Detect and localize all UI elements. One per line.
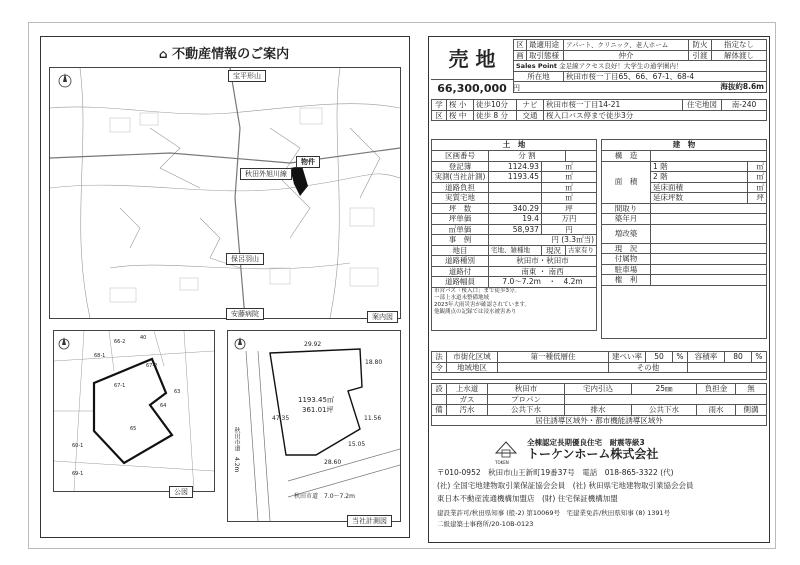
cell: 公共下水 [488, 405, 565, 416]
cell: 58,937 [489, 224, 542, 235]
cell: プロパン [488, 394, 565, 405]
cell: ㎡ [541, 193, 596, 204]
cell: ㎡ [541, 161, 596, 172]
cell: 道路幅員 [432, 277, 489, 288]
table-row [432, 266, 597, 277]
cell: 駐車場 [602, 264, 651, 275]
cell: 事 例 [432, 235, 489, 246]
table-row [432, 224, 597, 235]
land-title: 土 地 [432, 140, 597, 151]
area-map [49, 67, 401, 319]
price-unit: 円 [513, 84, 520, 92]
cell: ㎡ [748, 172, 767, 183]
location-label: 所在地 [514, 71, 564, 82]
cell [489, 193, 542, 204]
cell [432, 394, 447, 405]
remarks: 居住誘導区域外・都市機能誘導区域外 [432, 415, 767, 426]
school-junior-time: 徒歩 8 分 [474, 110, 517, 121]
building-table [601, 139, 767, 339]
cell: 区 [514, 40, 527, 51]
cell: 坪 [748, 193, 767, 204]
caption-survey: 当社計測図 [347, 515, 392, 527]
altitude: 海抜約8.6m [514, 82, 767, 93]
cell: 引渡 [689, 50, 712, 61]
survey-dimension: 15.05 [348, 441, 366, 448]
cell: 1 階 [651, 161, 748, 172]
cell: 指定なし [712, 40, 767, 51]
map-label: 住宅地図 [683, 100, 722, 111]
cadastral-map [53, 330, 215, 492]
survey-map [227, 330, 401, 522]
transport-label: 交通 [517, 110, 544, 121]
cell: 道路負担 [432, 182, 489, 193]
cell: 宅内引込 [565, 384, 632, 395]
school-table [431, 99, 767, 121]
north-arrow-icon-2 [58, 335, 70, 354]
cell [651, 264, 767, 275]
cell: 円 [541, 224, 596, 235]
north-arrow-icon-3 [234, 335, 246, 354]
survey-dimension: 11.56 [364, 415, 382, 422]
table-row [432, 373, 767, 380]
company-slogan: 全棟認定長期優良住宅 耐震等級3 [527, 438, 645, 447]
parcel-label: 63 [174, 389, 181, 395]
table-row [432, 182, 597, 193]
cell: 権 利 [602, 275, 651, 286]
table-row [432, 362, 767, 373]
road-west-label: 秋田市道 4.2m [233, 427, 240, 473]
cell: 2 階 [651, 172, 748, 183]
parcel-label: 66-2 [114, 339, 126, 345]
cell: 増改築 [602, 224, 651, 243]
table-row [432, 277, 597, 288]
cell: 延床坪数 [651, 193, 748, 204]
cell: 1193.45 [489, 172, 542, 183]
cell: 公共下水 [632, 405, 697, 416]
table-row [602, 161, 767, 172]
company-assoc2: 東日本不動産流通機構加盟店 (財) 住宅保証機構加盟 [437, 494, 618, 503]
cell [651, 224, 767, 243]
cell: ガス [447, 394, 488, 405]
survey-tsubo: 361.01坪 [302, 406, 334, 414]
table-row [432, 214, 597, 225]
property-marker: 物件 [296, 156, 320, 168]
cell [651, 243, 767, 254]
cell: 市街化区域 [447, 352, 498, 363]
table-row [432, 172, 597, 183]
cell: 地目 [432, 245, 489, 256]
cell: 19.4 [489, 214, 542, 225]
school-elementary-time: 徒歩10分 [474, 100, 517, 111]
cell: 汚水 [447, 405, 488, 416]
table-row [432, 161, 597, 172]
cell: 付属物 [602, 254, 651, 265]
cell: 区 [432, 110, 447, 121]
table-row [602, 243, 767, 254]
map-label-road2: 秋田外旭川線 [240, 168, 292, 180]
table-row [602, 275, 767, 286]
cell: ㎡ [748, 182, 767, 193]
cell: 秋田市 [488, 384, 565, 395]
map-panel [40, 36, 410, 538]
company-name: トーケンホーム株式会社 [527, 447, 659, 461]
location: 秋田市桜一丁目65、66、67-1、68-4 [564, 71, 767, 82]
price: 66,300,000 [431, 79, 513, 98]
cell: 7.0〜7.2m ・ 4.2m [489, 277, 597, 288]
cell: ㎡単価 [432, 224, 489, 235]
cell: 登記簿 [432, 161, 489, 172]
cell [651, 214, 767, 225]
cell: % [752, 352, 767, 363]
cadastral-drawing [54, 331, 214, 491]
table-row [432, 203, 597, 214]
parcel-label: 40 [140, 335, 147, 341]
company-license: 建設業許可/秋田県知事 (般-2) 第10069号 宅建業免許/秋田県知事 (8) 1391号 [437, 509, 671, 517]
cell: 現況 [541, 245, 565, 256]
parcel-label: 67-1 [114, 383, 126, 389]
cell: 負担金 [697, 384, 736, 395]
cell [651, 254, 767, 265]
cell: 上水道 [447, 384, 488, 395]
cell: % [673, 352, 688, 363]
table-row [432, 352, 767, 363]
cell: 古家有り [566, 245, 597, 256]
cell [489, 182, 542, 193]
survey-area: 1193.45㎡ [298, 396, 334, 404]
cell: 分 割 [489, 151, 566, 162]
cell: 坪 数 [432, 203, 489, 214]
cell [651, 203, 767, 214]
cell: 築年月 [602, 214, 651, 225]
cell: 第一種低層住 [498, 352, 609, 363]
cell [565, 394, 767, 405]
cell: 南東 ・ 南西 [489, 266, 597, 277]
parcel-label: 69-1 [72, 471, 84, 477]
map-label-near: 安藤病院 [226, 308, 264, 320]
listing-type: 売 地 [448, 47, 496, 71]
table-row [602, 151, 767, 162]
cell: ㎡ [541, 172, 596, 183]
cell: 80 [725, 352, 752, 363]
company-block [431, 437, 767, 539]
survey-dimension: 29.92 [304, 341, 322, 348]
cell: 区画番号 [432, 151, 489, 162]
parcel-label: 60-1 [72, 443, 84, 449]
table-row [432, 193, 597, 204]
table-row [432, 384, 767, 395]
cell: 坪単価 [432, 214, 489, 225]
cell: 延床面積 [651, 182, 748, 193]
cell: 仲介 [564, 50, 689, 61]
cell: ㎡ [541, 182, 596, 193]
land-table [431, 139, 597, 331]
table-row [432, 256, 597, 267]
cell: 容積率 [688, 352, 725, 363]
map-label-station: 保呂羽山 [226, 253, 264, 265]
table-row [432, 245, 597, 256]
cell: ㎡ [748, 161, 767, 172]
sales-point: 金足線アクセス良好！大学生の通学圏内！ [559, 61, 683, 70]
navi: 秋田市桜一丁目14-21 [544, 100, 683, 111]
map-label-sokusen: 宝平形山 [228, 70, 266, 82]
cell: アパート、クリニック、老人ホーム [564, 40, 689, 51]
survey-dimension: 47.35 [272, 415, 290, 422]
note-line: 他観測点の記録では浸水被害あり [434, 308, 517, 315]
note-line: 一部上水道未整備地域 [434, 294, 490, 301]
cell: 地域地区 [447, 362, 498, 373]
cell: 万円 [541, 214, 596, 225]
map-ref: 南-240 [722, 100, 767, 111]
transport: 桜入口バス停まで徒歩3分 [544, 110, 767, 121]
north-arrow-icon [58, 72, 72, 88]
cell: 50 [646, 352, 673, 363]
table-row [602, 224, 767, 243]
cell: 雨水 [697, 405, 736, 416]
cell: 道路付 [432, 266, 489, 277]
cell: 排水 [565, 405, 632, 416]
cell: その他 [609, 362, 688, 373]
company-office: 二級建築士事務所/20-10B-0123 [437, 520, 534, 528]
cell: 坪 [541, 203, 596, 214]
table-row [432, 287, 597, 330]
table-row [432, 151, 597, 162]
caption-cadastral: 公図 [169, 486, 193, 498]
cell: 法 [432, 352, 447, 363]
area-map-drawing [50, 68, 400, 318]
cell: 令 [432, 362, 447, 373]
cell: 画 [514, 50, 527, 61]
table-row [432, 405, 767, 416]
table-row [432, 235, 597, 246]
cell [688, 362, 767, 373]
cell: 秋田市・秋田市 [489, 256, 597, 267]
parcel-label: 67-2 [146, 363, 158, 369]
table-row [432, 394, 767, 405]
school-junior: 桜 中 [447, 110, 474, 121]
cell: 円 (3.3㎡当) [489, 235, 597, 246]
header-table [513, 39, 767, 93]
cell: 無 [736, 384, 767, 395]
cell: 面 積 [602, 161, 651, 203]
cell: 実測(当社計測) [432, 172, 489, 183]
company-assoc1: (社) 全国宅地建物取引業保証協会会員 (社) 秋田県宅地建物取引業協会会員 [437, 481, 694, 490]
caption-area-map: 案内図 [367, 311, 398, 323]
utility-table [431, 383, 767, 426]
cell [498, 362, 609, 373]
table-row [602, 254, 767, 265]
cell: 設 [432, 384, 447, 395]
cell: 備 [432, 405, 447, 416]
cell: 防火 [689, 40, 712, 51]
parcel-label: 65 [130, 426, 137, 432]
table-row [602, 285, 767, 338]
cell [651, 275, 767, 286]
cell: 1124.93 [489, 161, 542, 172]
cell: 取引態様 [527, 50, 564, 61]
cell [651, 151, 767, 162]
cell: 側溝 [736, 405, 767, 416]
cell [432, 373, 767, 380]
house-icon: ⌂ [159, 47, 168, 61]
survey-dimension: 18.80 [365, 359, 383, 366]
survey-dimension: 28.60 [324, 459, 342, 466]
cell [602, 285, 767, 338]
cell: 道路種別 [432, 256, 489, 267]
cell [566, 151, 597, 162]
cell: 解体渡し [712, 50, 767, 61]
cell: 宅地、雑種地 [489, 245, 542, 256]
table-row [602, 214, 767, 225]
note-line: 2023年大雨災害が確認されています。 [434, 301, 531, 308]
cell: 25㎜ [632, 384, 697, 395]
cell: 現 況 [602, 243, 651, 254]
table-row [602, 264, 767, 275]
cell: 実質宅地 [432, 193, 489, 204]
table-row [432, 415, 767, 426]
sales-point-label: Sales Point [516, 61, 558, 70]
logo-text: TOKEN [495, 460, 509, 465]
regulation-table [431, 351, 767, 380]
parcel-label: 64 [160, 403, 167, 409]
cell: 建ぺい率 [609, 352, 646, 363]
cell: 間取り [602, 203, 651, 214]
cell: 340.29 [489, 203, 542, 214]
cell: 学 [432, 100, 447, 111]
school-elementary: 桜 小 [447, 100, 474, 111]
table-row [602, 203, 767, 214]
building-title: 建 物 [602, 140, 767, 151]
note-line: 市営バス「桜入口」まで徒歩3分。 [434, 287, 521, 294]
road-south-label: 秋田市道 7.0〜7.2m [294, 493, 355, 500]
cell: 最適用途 [527, 40, 564, 51]
company-address: 〒010-0952 秋田市山王新町19番37号 電話 018-865-3322 (代) [437, 468, 674, 477]
parcel-label: 68-1 [94, 353, 106, 359]
info-panel [428, 36, 770, 543]
cell: 構 造 [602, 151, 651, 162]
navi-label: ナビ [517, 100, 544, 111]
page-title: ⌂ 不動産情報のご案内 [159, 47, 290, 62]
